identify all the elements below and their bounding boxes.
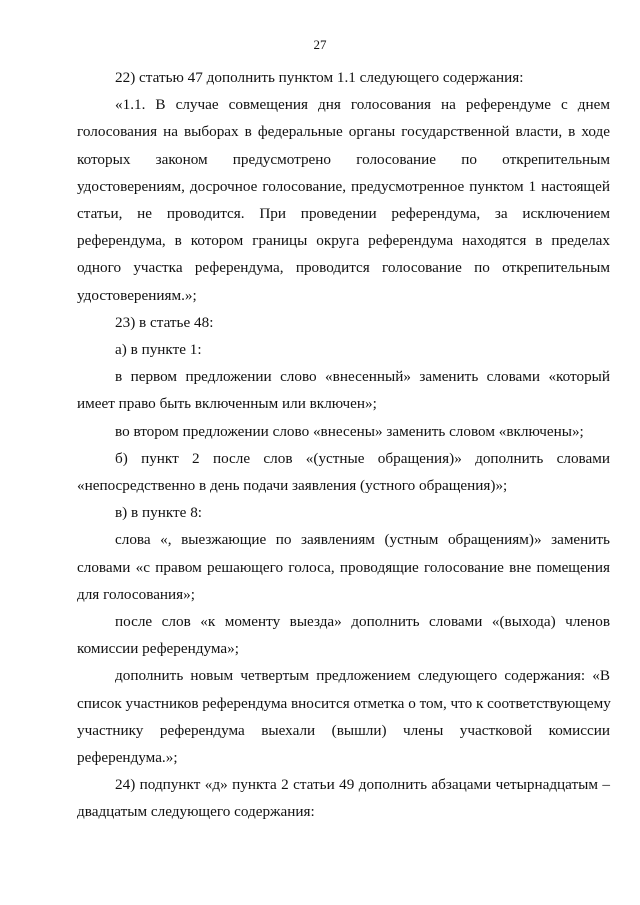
text-line: статьи, не проводится. При проведении референдума, за исключением: [77, 205, 610, 223]
text-line: для голосования»;: [77, 585, 195, 603]
text-line: в первом предложении слово «внесенный» заменить словами «который: [115, 368, 610, 386]
text-line: референдума, в котором границы округа референдума находятся в пределах: [77, 232, 610, 250]
text-line: 24) подпункт «д» пункта 2 статьи 49 дополнить абзацами четырнадцатым –: [115, 776, 610, 794]
paragraph-quoted-1-1: [77, 91, 610, 309]
text-line: двадцатым следующего содержания:: [77, 803, 315, 821]
paragraph-after-words: [77, 608, 610, 662]
paragraph-subitem-v: [77, 499, 610, 526]
document-body: [77, 64, 610, 826]
text-line: участнику референдума выехали (вышли) члены участковой комиссии: [77, 721, 610, 739]
text-line: удостоверениям.»;: [77, 286, 197, 304]
text-line: 23) в статье 48:: [115, 313, 214, 331]
text-line: а) в пункте 1:: [115, 341, 202, 359]
paragraph-item-23: [77, 309, 610, 336]
text-line: словами «с правом решающего голоса, проводящие голосование вне помещения: [77, 558, 610, 576]
paragraph-replace-words: [77, 526, 610, 608]
paragraph-second-sentence: [77, 418, 610, 445]
text-line: 22) статью 47 дополнить пунктом 1.1 следующего содержания:: [115, 69, 524, 86]
text-line: имеет право быть включенным или включен»;: [77, 395, 377, 413]
text-line: которых законом предусмотрено голосование по открепительным: [77, 150, 610, 168]
text-line: «1.1. В случае совмещения дня голосования на референдуме с днем: [115, 96, 610, 114]
text-line: б) пункт 2 после слов «(устные обращения)» дополнить словами: [115, 449, 610, 467]
text-line: список участников референдума вносится отметка о том, что к соответствующему: [77, 694, 611, 712]
text-line: референдума.»;: [77, 749, 178, 767]
paragraph-item-24: [77, 771, 610, 825]
text-line: в) в пункте 8:: [115, 504, 203, 522]
text-line: удостоверениям, досрочное голосование, предусмотренное пунктом 1 настоящей: [77, 177, 610, 195]
text-line: слова «, выезжающие по заявлениям (устным обращениям)» заменить: [115, 531, 610, 549]
paragraph-subitem-b: [77, 445, 610, 499]
page-number: 27: [313, 37, 327, 52]
text-line: комиссии референдума»;: [77, 640, 239, 658]
text-line: после слов «к моменту выезда» дополнить словами «(выхода) членов: [115, 613, 610, 631]
paragraph-fourth-sentence: [77, 662, 610, 771]
paragraph-item-22: [77, 64, 610, 91]
text-line: дополнить новым четвертым предложением следующего содержания: «В: [115, 667, 610, 685]
text-line: «непосредственно в день подачи заявления (устного обращения)»;: [77, 477, 508, 495]
paragraph-subitem-a: [77, 336, 610, 363]
paragraph-first-sentence: [77, 363, 610, 417]
text-line: голосования на выборах в федеральные органы государственной власти, в ходе: [77, 123, 610, 141]
text-line: во втором предложении слово «внесены» заменить словом «включены»;: [115, 422, 584, 440]
text-line: одного участка референдума, проводится голосование по открепительным: [77, 259, 610, 277]
